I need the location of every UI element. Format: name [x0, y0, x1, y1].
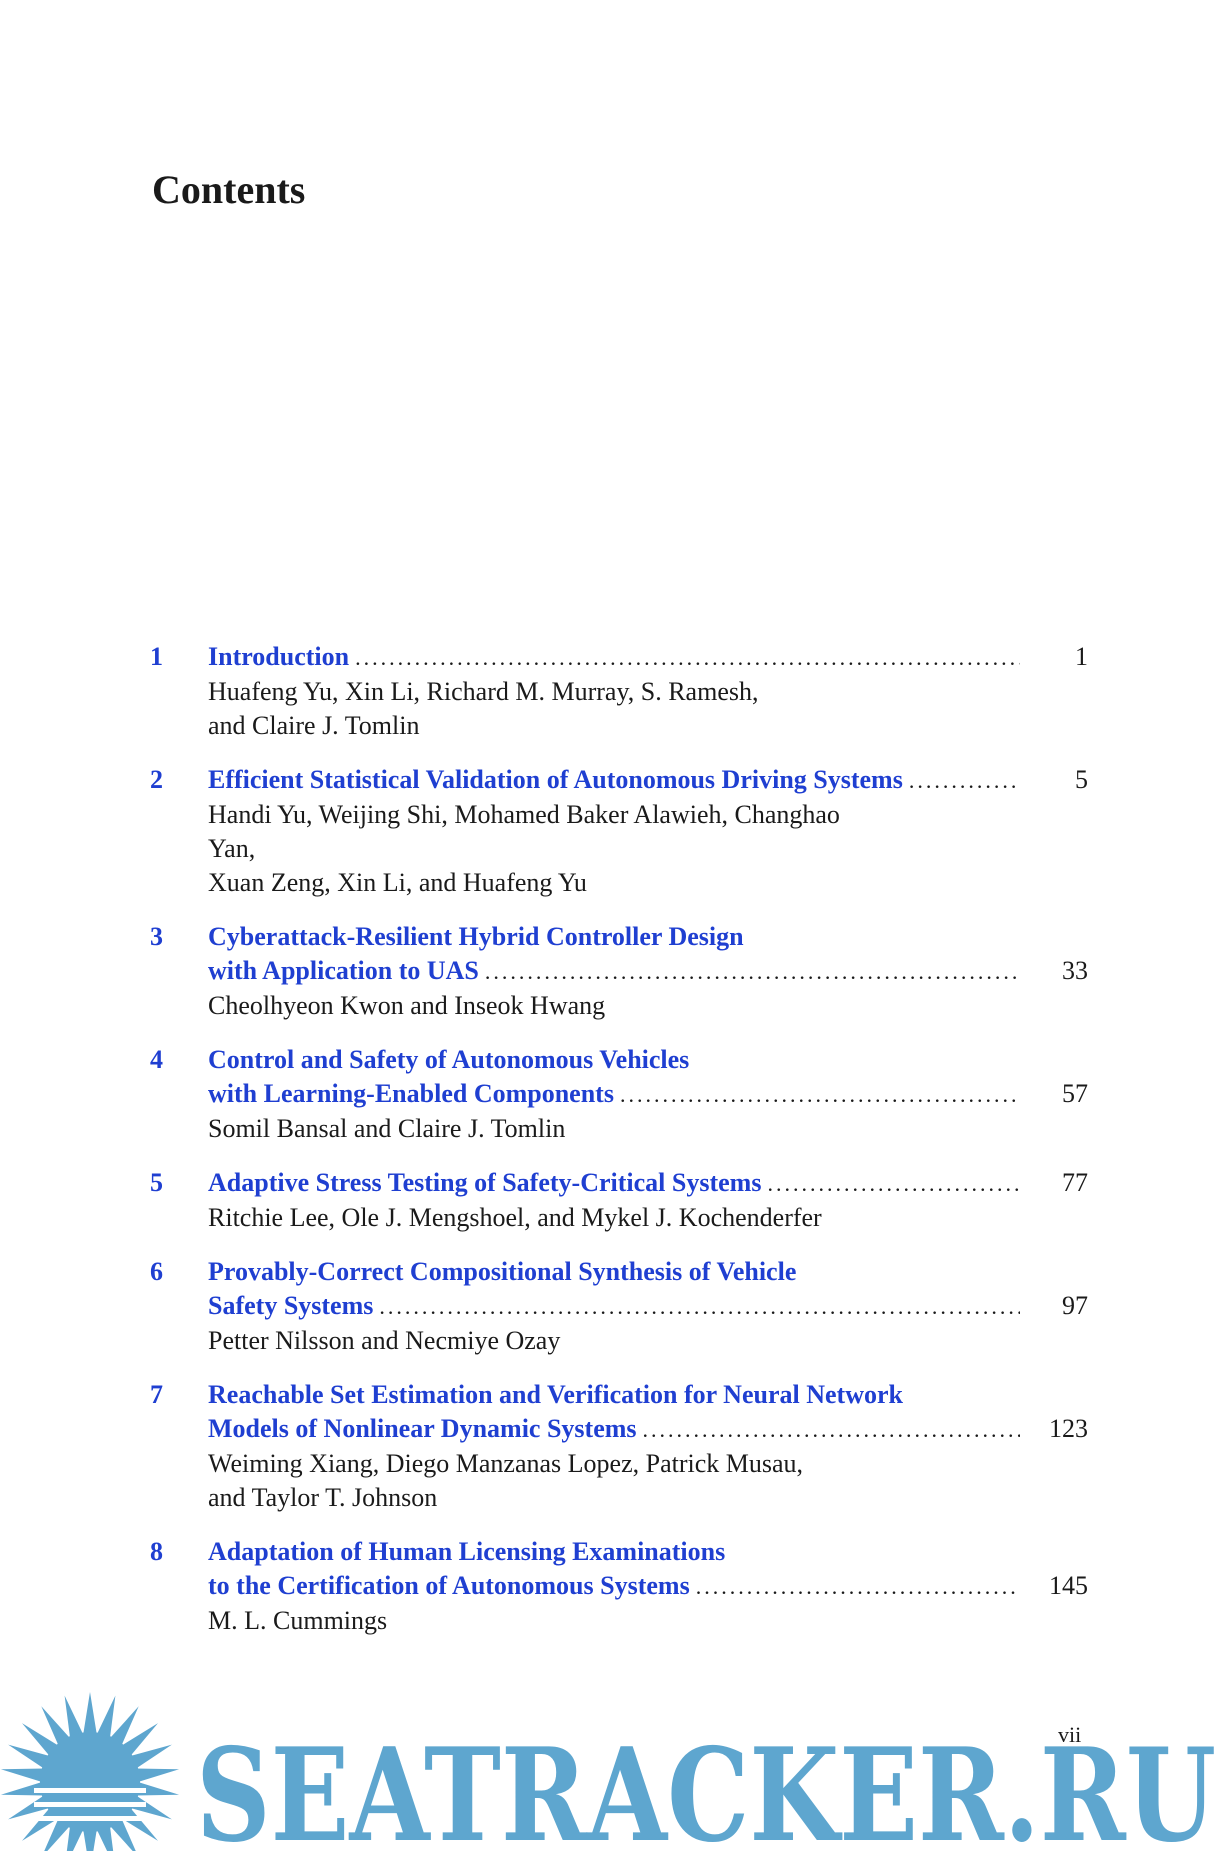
- toc-entry[interactable]: [150, 1535, 1088, 1638]
- chapter-title-link[interactable]: with Application to UAS: [208, 956, 479, 985]
- chapter-page-number: 123: [1049, 1414, 1088, 1443]
- chapter-title-link[interactable]: Adaptation of Human Licensing Examinations: [208, 1537, 726, 1566]
- chapter-number: 4: [150, 1045, 163, 1074]
- dot-leader: [355, 641, 1020, 675]
- dot-leader: [485, 955, 1020, 989]
- toc-entry[interactable]: [150, 1166, 1088, 1235]
- chapter-number: 8: [150, 1537, 163, 1566]
- chapter-page-number: 77: [1062, 1168, 1088, 1197]
- page-number: vii: [1058, 1722, 1082, 1747]
- chapter-title-link[interactable]: Cyberattack-Resilient Hybrid Controller Design: [208, 922, 744, 951]
- chapter-authors: Somil Bansal and Claire J. Tomlin: [208, 1114, 566, 1143]
- dot-leader: [909, 764, 1020, 798]
- chapter-number: 1: [150, 642, 163, 671]
- chapter-title-link[interactable]: Safety Systems: [208, 1291, 374, 1320]
- watermark-text: SEATRACKER.RU: [196, 1721, 1216, 1851]
- chapter-number: 7: [150, 1380, 163, 1409]
- chapter-page-number: 145: [1049, 1571, 1088, 1600]
- chapter-authors: Huafeng Yu, Xin Li, Richard M. Murray, S. Ramesh,: [208, 677, 759, 706]
- toc-entry[interactable]: [150, 763, 1088, 900]
- chapter-title-link[interactable]: Efficient Statistical Validation of Autonomous Driving Systems: [208, 765, 903, 794]
- chapter-title-link[interactable]: to the Certification of Autonomous Systems: [208, 1571, 690, 1600]
- table-of-contents: [150, 640, 1088, 1658]
- chapter-title-link[interactable]: Introduction: [208, 642, 350, 671]
- chapter-page-number: 33: [1062, 956, 1088, 985]
- sunburst-icon: [1, 1692, 179, 1851]
- chapter-authors: Petter Nilsson and Necmiye Ozay: [208, 1326, 561, 1355]
- chapter-title-link[interactable]: Control and Safety of Autonomous Vehicles: [208, 1045, 690, 1074]
- toc-entry[interactable]: [150, 1255, 1088, 1358]
- chapter-page-number: 57: [1062, 1079, 1088, 1108]
- dot-leader: [696, 1570, 1020, 1604]
- chapter-authors: Xuan Zeng, Xin Li, and Huafeng Yu: [208, 868, 587, 897]
- chapter-title-link[interactable]: Reachable Set Estimation and Verification for Neural Network: [208, 1380, 903, 1409]
- chapter-authors: M. L. Cummings: [208, 1606, 388, 1635]
- chapter-title-link[interactable]: Adaptive Stress Testing of Safety-Critical Systems: [208, 1168, 762, 1197]
- chapter-title-link[interactable]: Models of Nonlinear Dynamic Systems: [208, 1414, 637, 1443]
- chapter-authors: Weiming Xiang, Diego Manzanas Lopez, Patrick Musau,: [208, 1449, 804, 1478]
- dot-leader: [643, 1413, 1020, 1447]
- toc-entry[interactable]: [150, 1043, 1088, 1146]
- chapter-authors: Handi Yu, Weijing Shi, Mohamed Baker Alawieh, Changhao Yan,: [208, 800, 840, 863]
- chapter-number: 5: [150, 1168, 163, 1197]
- watermark-logo: [0, 1690, 1221, 1851]
- chapter-title-link[interactable]: Provably-Correct Compositional Synthesis of Vehicle: [208, 1257, 797, 1286]
- dot-leader: [620, 1078, 1020, 1112]
- toc-entry[interactable]: [150, 1378, 1088, 1515]
- chapter-number: 3: [150, 922, 163, 951]
- chapter-number: 2: [150, 765, 163, 794]
- chapter-authors: and Claire J. Tomlin: [208, 711, 420, 740]
- toc-entry[interactable]: [150, 640, 1088, 743]
- dot-leader: [379, 1290, 1020, 1324]
- toc-entry[interactable]: [150, 920, 1088, 1023]
- chapter-number: 6: [150, 1257, 163, 1286]
- chapter-authors: Ritchie Lee, Ole J. Mengshoel, and Mykel J. Kochenderfer: [208, 1203, 822, 1232]
- chapter-page-number: 5: [1075, 765, 1088, 794]
- chapter-authors: Cheolhyeon Kwon and Inseok Hwang: [208, 991, 606, 1020]
- chapter-page-number: 1: [1075, 642, 1088, 671]
- chapter-page-number: 97: [1062, 1291, 1088, 1320]
- dot-leader: [767, 1167, 1020, 1201]
- page-title: Contents: [152, 167, 306, 212]
- chapter-authors: and Taylor T. Johnson: [208, 1483, 438, 1512]
- chapter-title-link[interactable]: with Learning-Enabled Components: [208, 1079, 614, 1108]
